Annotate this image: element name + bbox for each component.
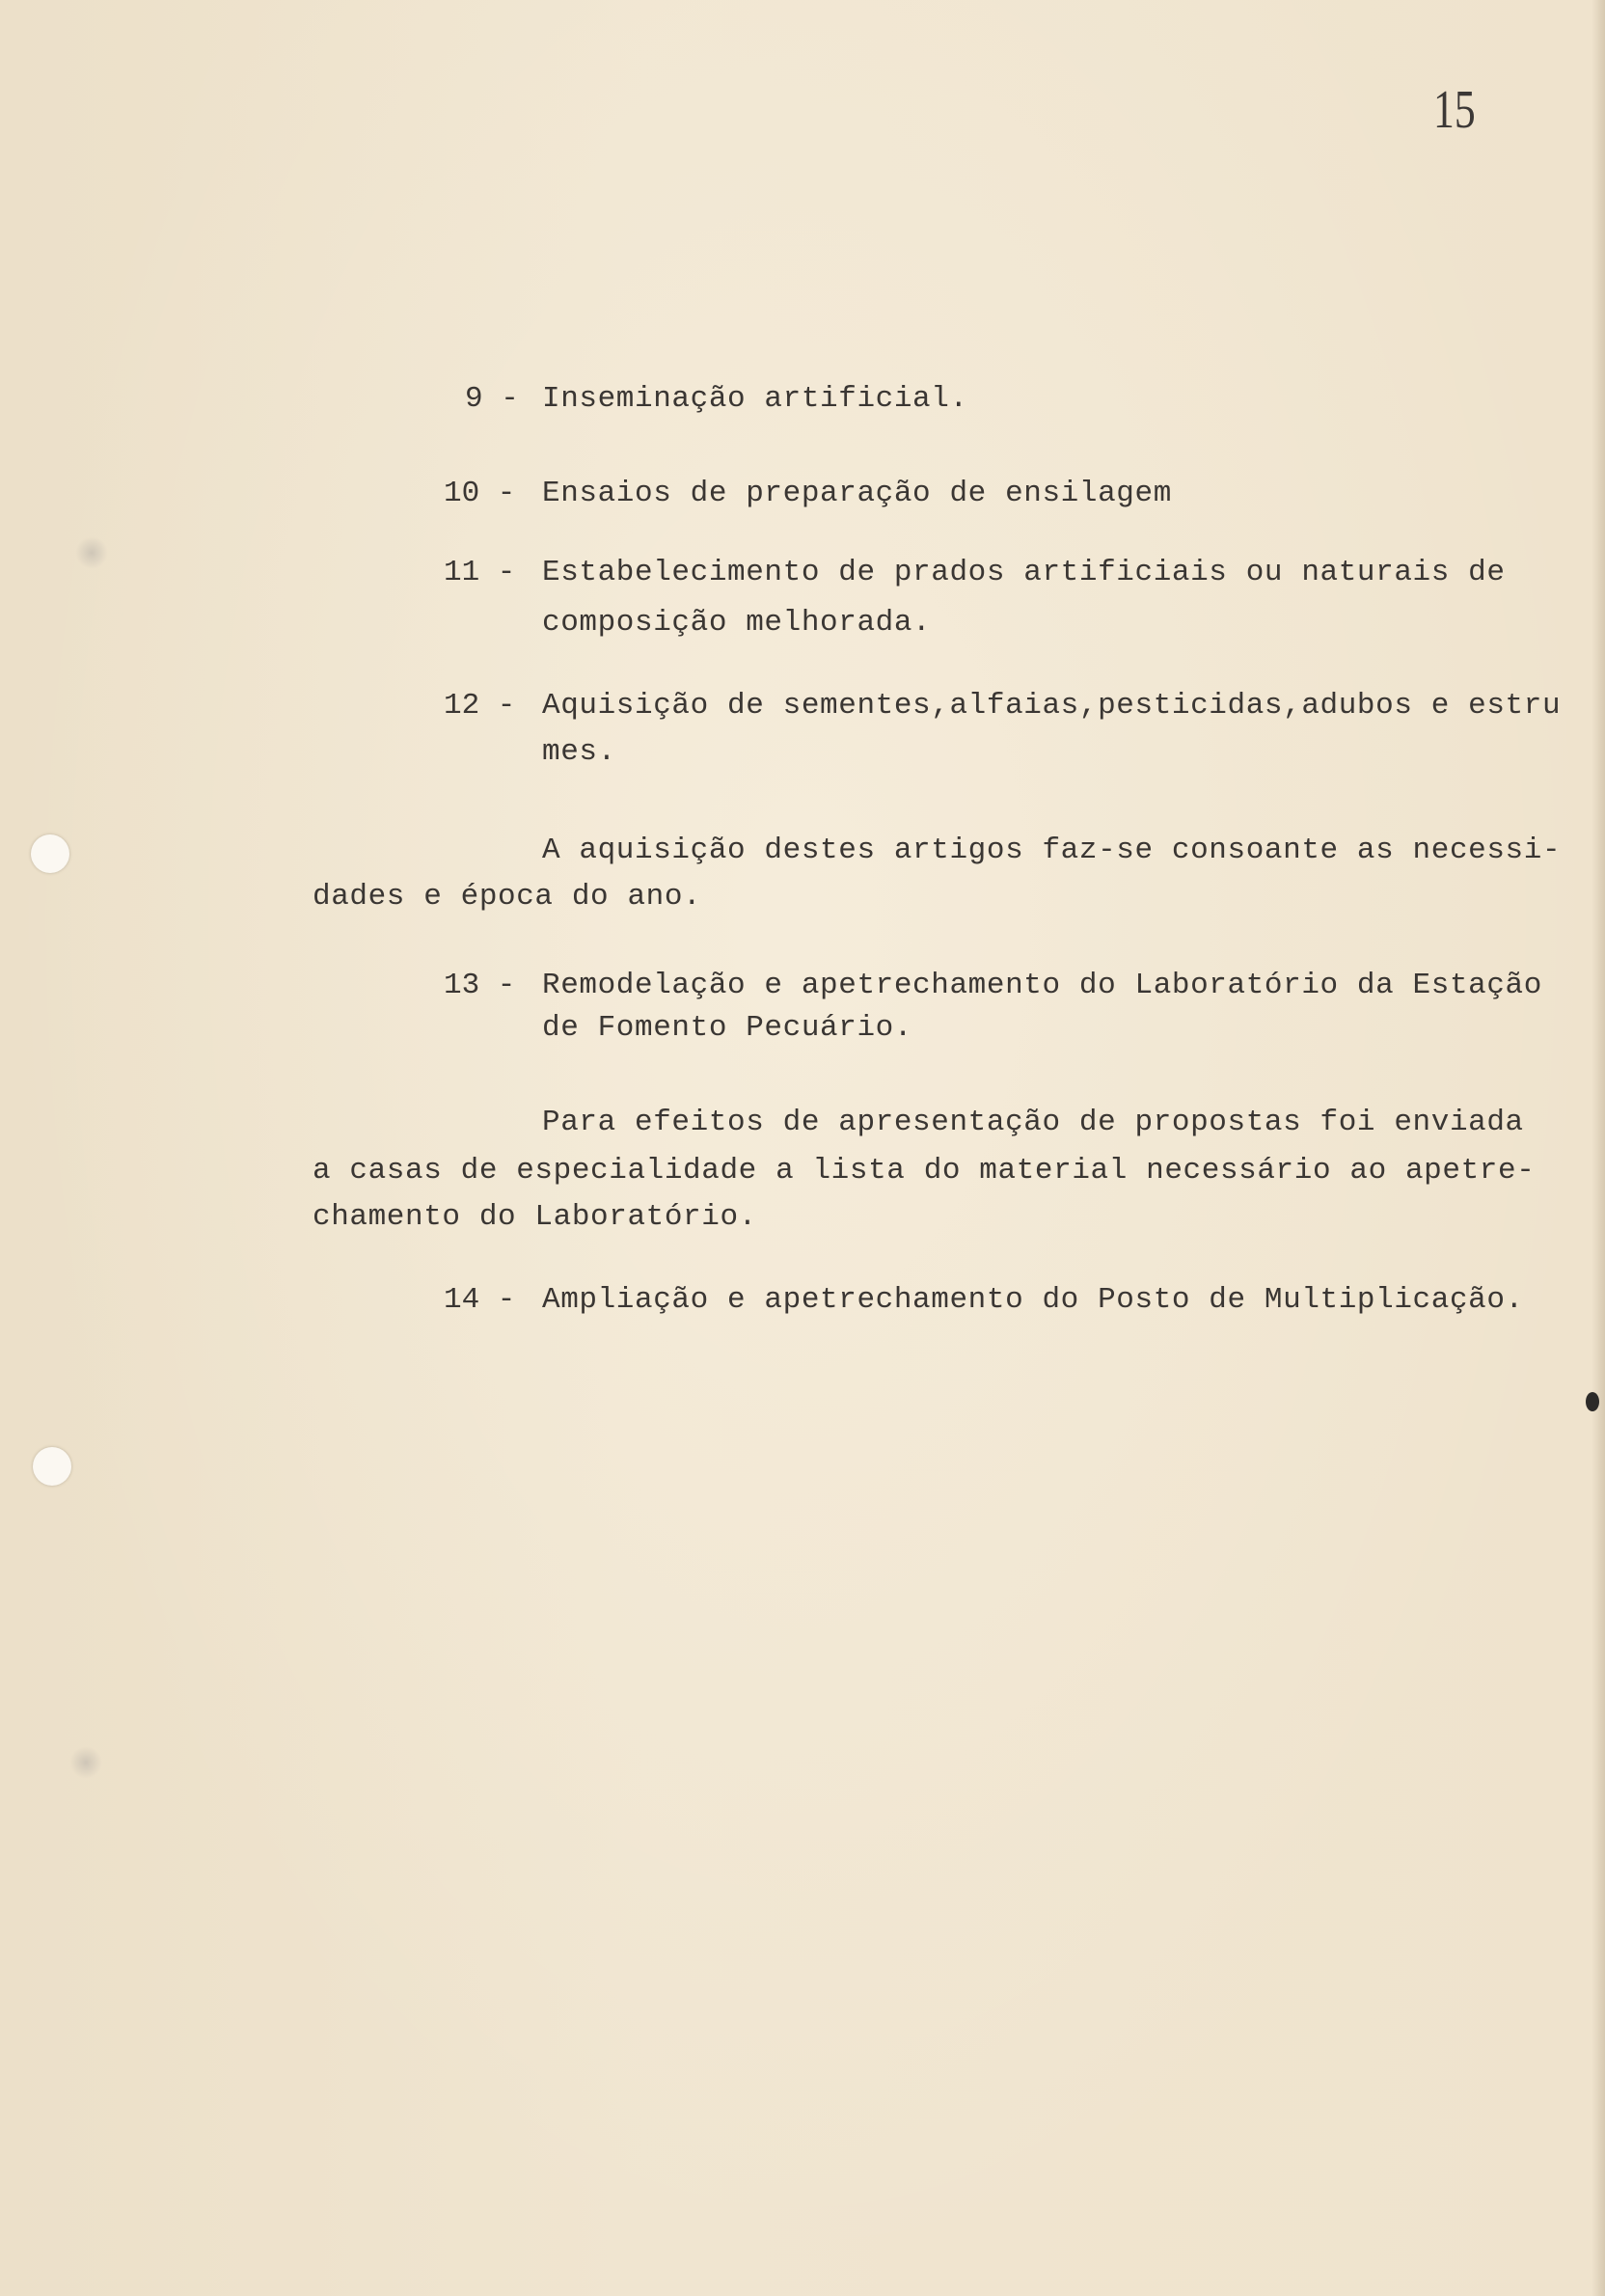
item-number: 11 - <box>444 556 516 589</box>
item-number: 12 - <box>444 689 516 723</box>
paragraph-line: dades e época do ano. <box>313 880 702 914</box>
item-text-line: Inseminação artificial. <box>542 382 968 416</box>
punch-hole <box>31 834 69 873</box>
paragraph-line: chamento do Laboratório. <box>313 1200 757 1234</box>
item-number: 13 - <box>444 969 516 1002</box>
item-number: 9 - <box>465 382 519 416</box>
item-number: 10 - <box>444 477 516 510</box>
item-text-line: Ensaios de preparação de ensilagem <box>542 477 1172 510</box>
item-text-line: Ampliação e apetrechamento do Posto de Multiplicação. <box>542 1283 1524 1317</box>
item-text-line: mes. <box>542 735 616 769</box>
item-text-line: Aquisição de sementes,alfaias,pesticidas,adubos e estru <box>542 689 1562 723</box>
paragraph-line: a casas de especialidade a lista do material necessário ao apetre- <box>313 1154 1536 1188</box>
paragraph-line: A aquisição destes artigos faz-se consoante as necessi- <box>542 834 1562 867</box>
item-text-line: Estabelecimento de prados artificiais ou naturais de <box>542 556 1506 589</box>
item-text-line: Remodelação e apetrechamento do Laboratório da Estação <box>542 969 1542 1002</box>
item-number: 14 - <box>444 1283 516 1317</box>
item-text-line: composição melhorada. <box>542 606 932 640</box>
page-edge-shadow <box>1591 0 1605 2296</box>
page-number: 15 <box>1433 80 1476 140</box>
punch-hole <box>33 1447 71 1486</box>
punch-hole-scar <box>75 536 108 569</box>
item-text-line: de Fomento Pecuário. <box>542 1011 913 1045</box>
ink-mark <box>1586 1392 1599 1411</box>
paragraph-line: Para efeitos de apresentação de propostas foi enviada <box>542 1106 1524 1139</box>
punch-hole-scar <box>69 1746 102 1779</box>
